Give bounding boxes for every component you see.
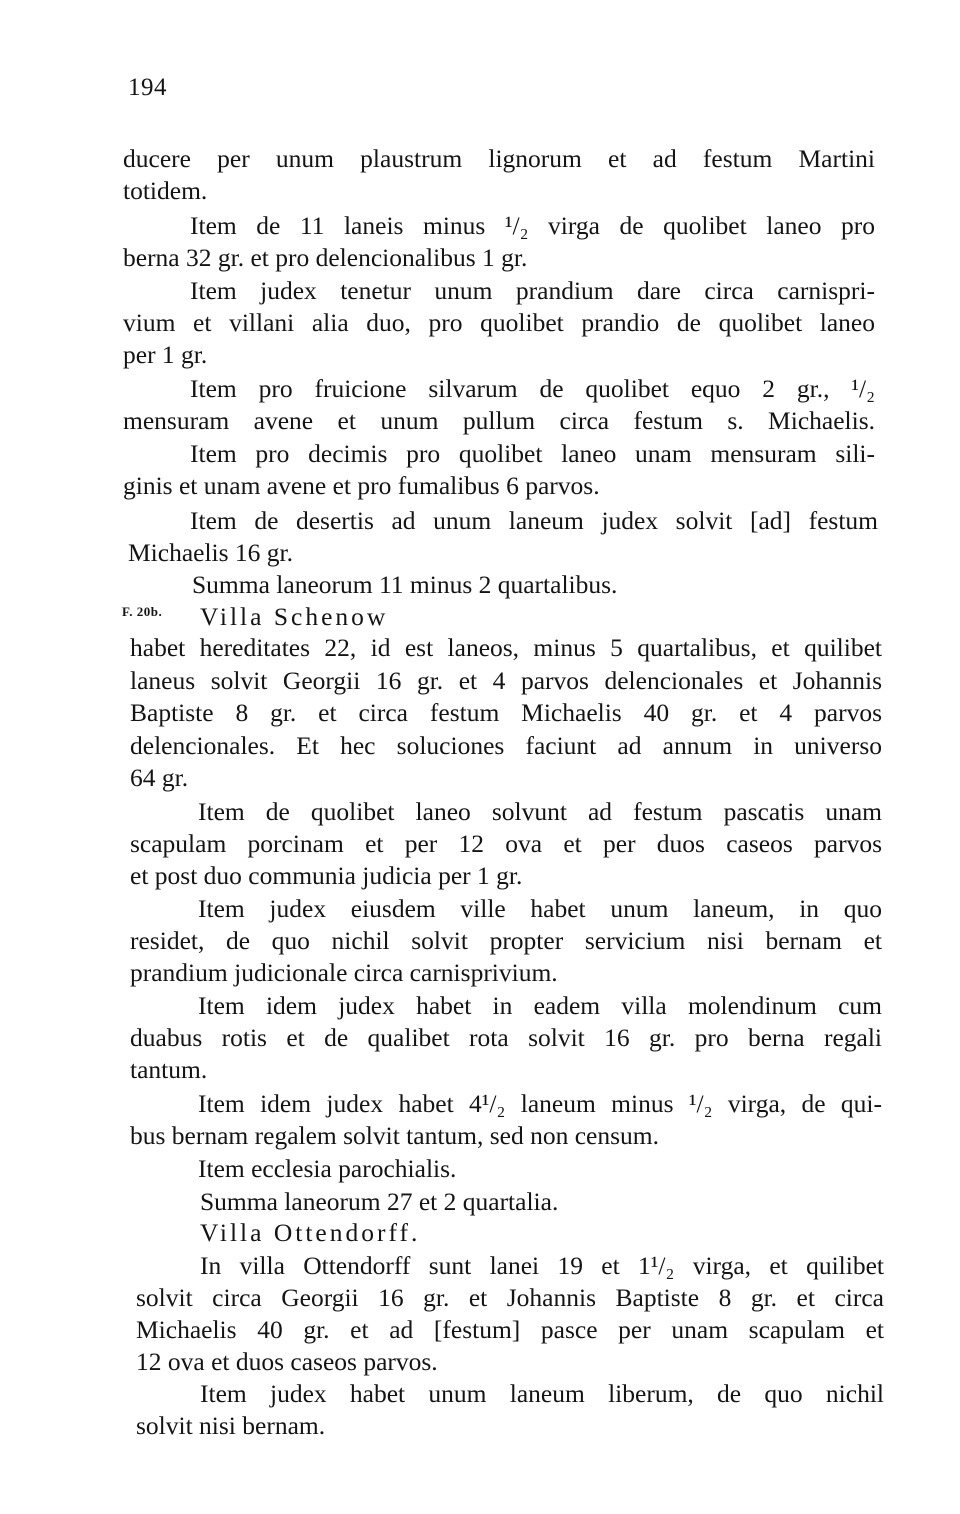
text-line: 12 ova et duos caseos parvos. xyxy=(136,1347,438,1376)
text-line: laneus solvit Georgii 16 gr. et 4 parvos delencionales et Johannis xyxy=(130,666,882,695)
text-line: prandium judicionale circa carnisprivium. xyxy=(130,958,558,987)
page-number: 194 xyxy=(128,74,167,101)
text-line: et post duo communia judicia per 1 gr. xyxy=(130,861,523,890)
text-line: Item de desertis ad unum laneum judex solvit [ad] festum xyxy=(190,506,878,535)
text-line: totidem. xyxy=(123,176,208,205)
text-line: Michaelis 16 gr. xyxy=(128,538,294,567)
text-line: Item de quolibet laneo solvunt ad festum pascatis unam xyxy=(198,797,882,826)
text-line: solvit circa Georgii 16 gr. et Johannis Baptiste 8 gr. et circa xyxy=(136,1283,884,1312)
text-line: In villa Ottendorff sunt lanei 19 et 1¹/₂ virga, et quilibet xyxy=(200,1251,884,1280)
text-line: scapulam porcinam et per 12 ova et per duos caseos parvos xyxy=(130,829,882,858)
text-line: Item de 11 laneis minus ¹/₂ virga de quolibet laneo pro xyxy=(190,211,875,240)
text-line: Item idem judex habet 4¹/₂ laneum minus ¹/₂ virga, de qui- xyxy=(198,1089,882,1118)
text-line: 64 gr. xyxy=(130,763,189,792)
text-line: residet, de quo nichil solvit propter servicium nisi bernam et xyxy=(130,926,882,955)
text-line: Item pro fruicione silvarum de quolibet equo 2 gr., ¹/₂ xyxy=(190,374,875,403)
text-line: delencionales. Et hec soluciones faciunt ad annum in universo xyxy=(130,731,882,760)
text-line: Item ecclesia parochialis. xyxy=(198,1154,457,1183)
text-line: Summa laneorum 11 minus 2 quartalibus. xyxy=(192,570,618,599)
text-line: ginis et unam avene et pro fumalibus 6 parvos. xyxy=(123,471,600,500)
text-line: Item pro decimis pro quolibet laneo unam mensuram sili- xyxy=(190,439,875,468)
text-line: Item judex eiusdem ville habet unum laneum, in quo xyxy=(198,894,882,923)
text-line: mensuram avene et unum pullum circa festum s. Michaelis. xyxy=(123,406,875,435)
text-line: Item idem judex habet in eadem villa molendinum cum xyxy=(198,991,882,1020)
text-line: Item judex habet unum laneum liberum, de quo nichil xyxy=(200,1379,884,1408)
text-line: habet hereditates 22, id est laneos, minus 5 quartalibus, et quilibet xyxy=(130,633,882,662)
text-line: Michaelis 40 gr. et ad [festum] pasce per unam scapulam et xyxy=(136,1315,884,1344)
section-heading: Villa Schenow xyxy=(200,602,389,631)
text-line: Baptiste 8 gr. et circa festum Michaelis 40 gr. et 4 parvos xyxy=(130,698,882,727)
text-line: per 1 gr. xyxy=(123,340,208,369)
text-line: solvit nisi bernam. xyxy=(136,1411,326,1440)
text-line: vium et villani alia duo, pro quolibet prandio de quolibet laneo xyxy=(123,308,875,337)
text-line: berna 32 gr. et pro delencionalibus 1 gr. xyxy=(123,243,528,272)
text-line: ducere per unum plaustrum lignorum et ad festum Martini xyxy=(123,144,875,173)
folio-margin-note: F. 20b. xyxy=(122,604,163,619)
text-line: duabus rotis et de qualibet rota solvit 16 gr. pro berna regali xyxy=(130,1023,882,1052)
text-line: Item judex tenetur unum prandium dare circa carnispri- xyxy=(190,276,875,305)
section-heading: Villa Ottendorff. xyxy=(200,1218,421,1247)
text-line: Summa laneorum 27 et 2 quartalia. xyxy=(200,1187,559,1216)
text-line: bus bernam regalem solvit tantum, sed non censum. xyxy=(130,1121,660,1150)
text-line: tantum. xyxy=(130,1055,208,1084)
